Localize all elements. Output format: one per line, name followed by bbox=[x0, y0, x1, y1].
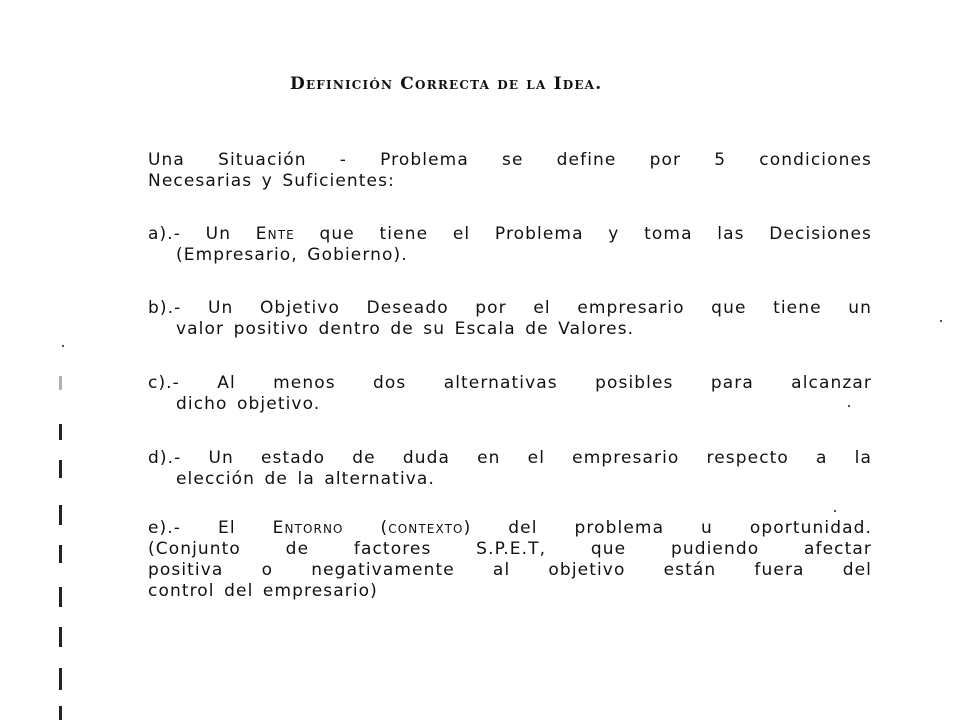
condition-e-line-4: control del empresario) bbox=[148, 581, 378, 601]
scan-speck bbox=[62, 345, 64, 347]
condition-d-line-1: d).- Un estado de duda en el empresario respecto a la bbox=[148, 448, 872, 468]
condition-b-line-2: valor positivo dentro de su Escala de Valores. bbox=[176, 319, 635, 339]
condition-d-line-2: elección de la alternativa. bbox=[176, 469, 435, 489]
condition-a bbox=[148, 224, 872, 266]
scan-speck bbox=[940, 320, 942, 322]
condition-e-rest: ) del problema u oportunidad. bbox=[463, 518, 873, 538]
condition-c bbox=[148, 373, 872, 415]
intro-line-1: Una Situación - Problema se define por 5 condiciones bbox=[148, 150, 872, 170]
scan-margin-mark bbox=[59, 545, 62, 563]
scan-speck bbox=[834, 510, 836, 512]
intro-paragraph bbox=[148, 150, 872, 192]
condition-a-prefix: a).- Un bbox=[148, 224, 256, 244]
condition-e-prefix: e).- El bbox=[148, 518, 273, 538]
condition-c-line-2: dicho objetivo. bbox=[176, 394, 321, 414]
scan-margin-mark bbox=[59, 668, 62, 690]
condition-e-line-2: (Conjunto de factores S.P.E.T, que pudiendo afectar bbox=[148, 539, 872, 559]
condition-d bbox=[148, 448, 872, 490]
scan-margin-mark bbox=[59, 627, 62, 647]
condition-b-line-1: b).- Un Objetivo Deseado por el empresario que tiene un bbox=[148, 298, 872, 318]
scan-margin-mark bbox=[59, 706, 62, 720]
scan-margin-mark bbox=[59, 376, 62, 390]
intro-line-2: Necesarias y Suficientes: bbox=[148, 171, 395, 191]
condition-e-line-1 bbox=[148, 518, 872, 539]
document-title: Definición Correcta de la Idea. bbox=[290, 74, 603, 94]
condition-e bbox=[148, 518, 872, 602]
condition-e-paren: ( bbox=[343, 518, 389, 538]
scan-margin-mark bbox=[59, 460, 62, 478]
scan-speck bbox=[848, 405, 850, 407]
condition-a-line-1 bbox=[148, 224, 872, 245]
condition-e-emphasis-2: contexto bbox=[388, 518, 464, 538]
condition-a-emphasis: Ente bbox=[255, 224, 295, 244]
condition-e-line-3: positiva o negativamente al objetivo están fuera del bbox=[148, 560, 872, 580]
condition-a-rest: que tiene el Problema y toma las Decisiones bbox=[294, 224, 872, 244]
condition-e-emphasis: Entorno bbox=[272, 518, 344, 538]
condition-a-line-2: (Empresario, Gobierno). bbox=[176, 245, 408, 265]
scan-margin-mark bbox=[59, 587, 62, 607]
condition-b bbox=[148, 298, 872, 340]
scan-margin-mark bbox=[59, 424, 62, 440]
scan-margin-mark bbox=[59, 505, 62, 525]
condition-c-line-1: c).- Al menos dos alternativas posibles para alcanzar bbox=[148, 373, 872, 393]
